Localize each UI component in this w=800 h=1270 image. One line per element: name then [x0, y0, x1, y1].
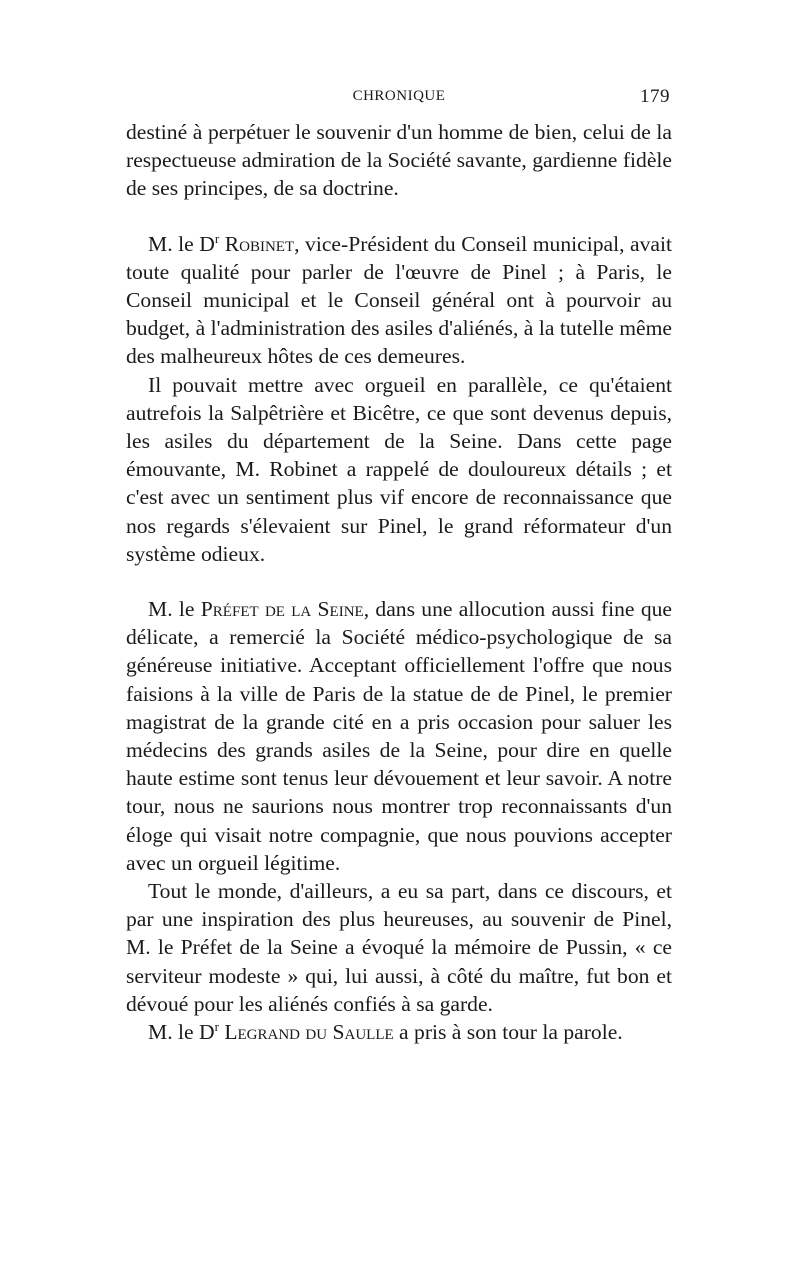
speaker-name: Robinet: [224, 231, 295, 256]
speaker-name: Préfet de la Seine: [200, 597, 364, 622]
paragraph-4: M. le Préfet de la Seine, dans une allocution aussi fine que délicate, a remercié la Société médico-psychologique de sa généreuse initiative. Acceptant officiellement l'offre que nous faisions à la ville de Paris de la statue de de Pinel, le premier magistrat de la grande cité en a pris occasion pour saluer les médecins des grands asiles de la Seine, pour dire en quelle haute estime sont tenus leur dévouement et leur savoir. A notre tour, nous ne saurions nous montrer trop reconnaissants d'un éloge qui visait notre compagnie, que nous pouvions accepter avec un orgueil légitime.: [126, 597, 672, 875]
paragraph-6: M. le $D^r$ Legrand du Saulle a pris à son tour la parole.: [148, 1018, 623, 1045]
running-head-title: CHRONIQUE: [352, 88, 446, 104]
running-head: [126, 88, 672, 118]
paragraph-3: Il pouvait mettre avec orgueil en parallèle, ce qu'étaient autrefois la Salpêtrière et Bicêtre, ce que sont devenus depuis, les asiles du département de la Seine. Dans cette page émouvante, M. Robinet a rappelé de douloureux détails ; et c'est avec un sentiment plus vif encore de reconnaissance que nos regards s'élevaient sur Pinel, le grand réformateur d'un système odieux.: [126, 372, 672, 566]
book-page: [126, 88, 672, 1046]
paragraph-1: destiné à perpétuer le souvenir d'un homme de bien, celui de la respectueuse admiration de la Société savante, gardienne fidèle de ses principes, de sa doctrine.: [126, 120, 672, 201]
paragraph-5: Tout le monde, d'ailleurs, a eu sa part, dans ce discours, et par une inspiration des plus heureuses, au souvenir de Pinel, M. le Préfet de la Seine a évoqué la mémoire de Pussin, « ce serviteur modeste » qui, lui aussi, à côté du maître, fut bon et dévoué pour les aliénés confiés à sa garde.: [126, 879, 672, 1016]
paragraph-2: M. le $D^r$ Robinet, vice-Président du Conseil municipal, avait toute qualité pour parler de l'œuvre de Pinel ; à Paris, le Conseil municipal et le Conseil général ont à pourvoir au budget, à l'administration des asiles d'aliénés, à la tutelle même des malheureux hôtes de ces demeures.: [126, 230, 672, 369]
speaker-name: Legrand du Saulle: [224, 1020, 394, 1045]
page-number: 179: [640, 86, 670, 107]
